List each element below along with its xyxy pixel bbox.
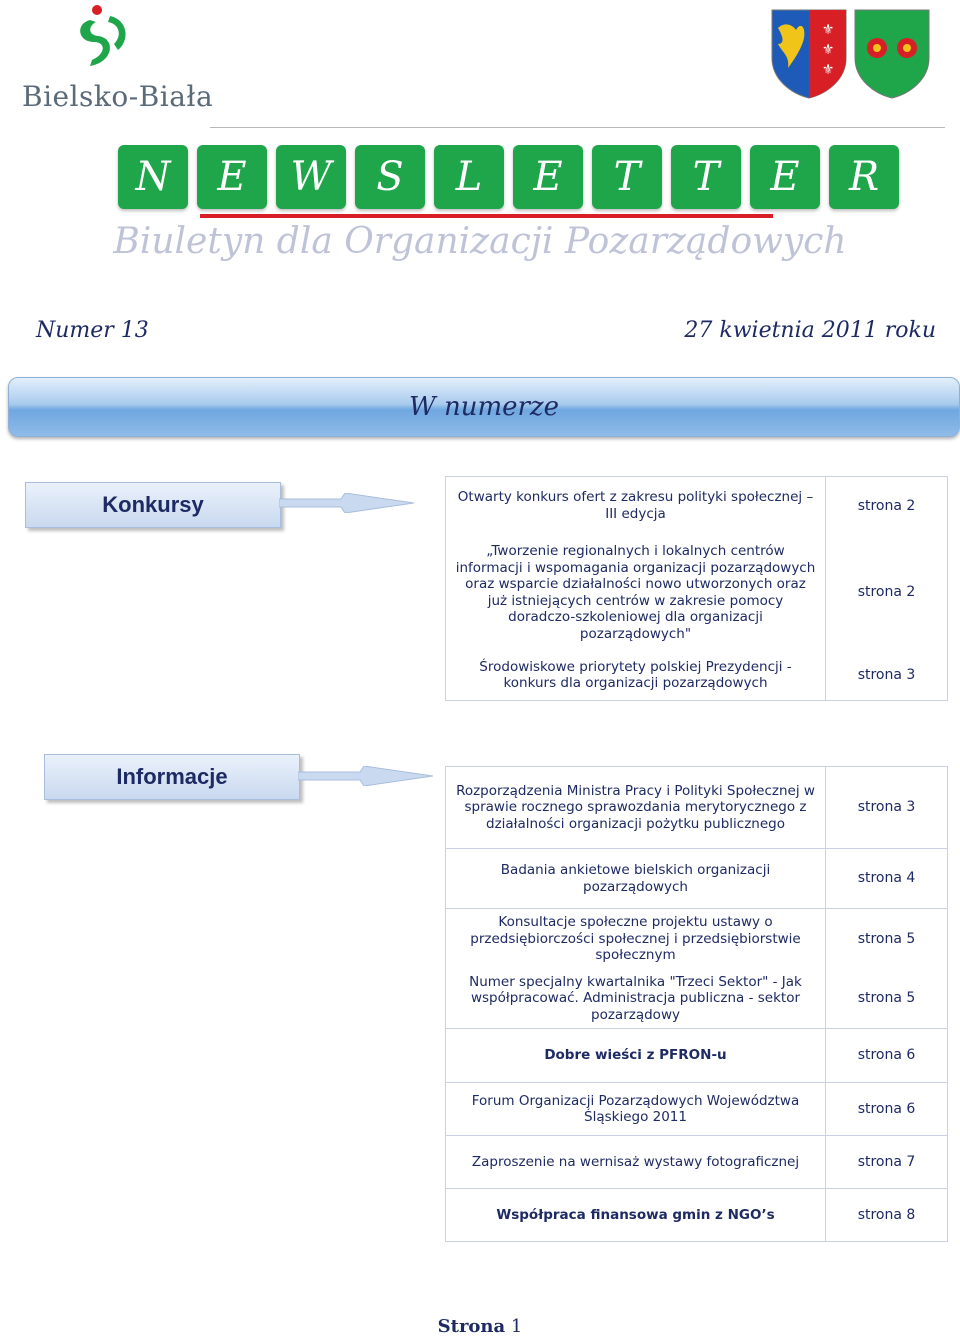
toc-item-title[interactable]: Konsultacje społeczne projektu ustawy o przedsiębiorczości społecznej i przedsiębiorstwie społecznym <box>446 909 826 969</box>
toc-item-page[interactable]: strona 6 <box>826 1029 948 1083</box>
page-footer <box>0 1316 960 1337</box>
section-label-text: Informacje <box>116 764 228 789</box>
toc-item-page[interactable]: strona 7 <box>826 1136 948 1189</box>
newsletter-letter: W <box>276 145 346 209</box>
section-label-text: Konkursy <box>102 492 204 517</box>
toc-item-page[interactable]: strona 5 <box>826 909 948 969</box>
svg-text:⚜: ⚜ <box>821 62 835 78</box>
newsletter-letter: E <box>197 145 267 209</box>
toc-item-title[interactable]: Otwarty konkurs ofert z zakresu polityki społecznej – III edycja <box>446 477 826 535</box>
issue-number: Numer 13 <box>36 318 149 343</box>
toc-table-konkursy <box>445 476 948 701</box>
arrow-right-icon <box>279 493 414 513</box>
newsletter-letter: T <box>592 145 662 209</box>
coat-of-arms-eagle-icon <box>770 8 848 100</box>
newsletter-subtitle: Biuletyn dla Organizacji Pozarządowych <box>113 221 847 262</box>
toc-row <box>446 1136 948 1189</box>
newsletter-letter: R <box>829 145 899 209</box>
footer-label: Strona <box>437 1316 506 1337</box>
contents-banner <box>8 377 960 437</box>
newsletter-title <box>118 145 900 211</box>
footer-page-number: 1 <box>510 1316 523 1337</box>
toc-item-title[interactable]: Badania ankietowe bielskich organizacji pozarządowych <box>446 849 826 909</box>
section-label-informacje <box>44 754 300 800</box>
toc-row <box>446 1083 948 1136</box>
newsletter-letter: E <box>513 145 583 209</box>
toc-item-title[interactable]: Dobre wieści z PFRON-u <box>446 1029 826 1083</box>
toc-item-page[interactable]: strona 3 <box>826 651 948 701</box>
toc-row <box>446 849 948 909</box>
newsletter-letter: S <box>355 145 425 209</box>
toc-item-page[interactable]: strona 5 <box>826 969 948 1029</box>
toc-item-page[interactable]: strona 2 <box>826 477 948 535</box>
toc-item-page[interactable]: strona 8 <box>826 1189 948 1242</box>
svg-text:⚜: ⚜ <box>821 22 835 38</box>
toc-row <box>446 477 948 535</box>
toc-row <box>446 535 948 651</box>
newsletter-underline <box>200 214 773 218</box>
arrow-right-icon <box>298 766 433 786</box>
issue-date: 27 kwietnia 2011 roku <box>684 318 936 343</box>
city-logo-icon <box>70 2 140 72</box>
toc-row <box>446 909 948 969</box>
toc-item-title[interactable]: Współpraca finansowa gmin z NGO’s <box>446 1189 826 1242</box>
toc-item-title[interactable]: Forum Organizacji Pozarządowych Województwa Śląskiego 2011 <box>446 1083 826 1136</box>
toc-row <box>446 1189 948 1242</box>
toc-item-page[interactable]: strona 2 <box>826 535 948 651</box>
city-logo-text: Bielsko-Biała <box>22 80 214 113</box>
toc-item-title[interactable]: Numer specjalny kwartalnika "Trzeci Sektor" - Jak współpracować. Administracja publiczna - sektor pozarządowy <box>446 969 826 1029</box>
svg-text:⚜: ⚜ <box>821 42 835 58</box>
contents-banner-title: W numerze <box>408 392 560 422</box>
toc-item-title[interactable]: „Tworzenie regionalnych i lokalnych centrów informacji i wspomagania organizacji pozarządowych oraz wsparcie działalności nowo utworzonych oraz już istniejących centrów w zakresie pomocy doradczo-szkoleniowej dla organizacji pozarządowych" <box>446 535 826 651</box>
newsletter-letter: N <box>118 145 188 209</box>
toc-item-page[interactable]: strona 4 <box>826 849 948 909</box>
section-label-konkursy <box>25 482 281 528</box>
toc-item-page[interactable]: strona 3 <box>826 767 948 849</box>
toc-row <box>446 651 948 701</box>
toc-item-title[interactable]: Zaproszenie na wernisaż wystawy fotograficznej <box>446 1136 826 1189</box>
newsletter-letter: L <box>434 145 504 209</box>
newsletter-letter: E <box>750 145 820 209</box>
header-divider <box>210 127 945 128</box>
toc-row <box>446 969 948 1029</box>
toc-row <box>446 1029 948 1083</box>
toc-item-page[interactable]: strona 6 <box>826 1083 948 1136</box>
toc-item-title[interactable]: Środowiskowe priorytety polskiej Prezydencji - konkurs dla organizacji pozarządowych <box>446 651 826 701</box>
toc-table-informacje <box>445 766 948 1242</box>
newsletter-letter: T <box>671 145 741 209</box>
coat-of-arms-roses-icon <box>853 8 931 100</box>
toc-item-title[interactable]: Rozporządzenia Ministra Pracy i Polityki Społecznej w sprawie rocznego sprawozdania merytorycznego z działalności organizacji pożytku publicznego <box>446 767 826 849</box>
toc-row <box>446 767 948 849</box>
